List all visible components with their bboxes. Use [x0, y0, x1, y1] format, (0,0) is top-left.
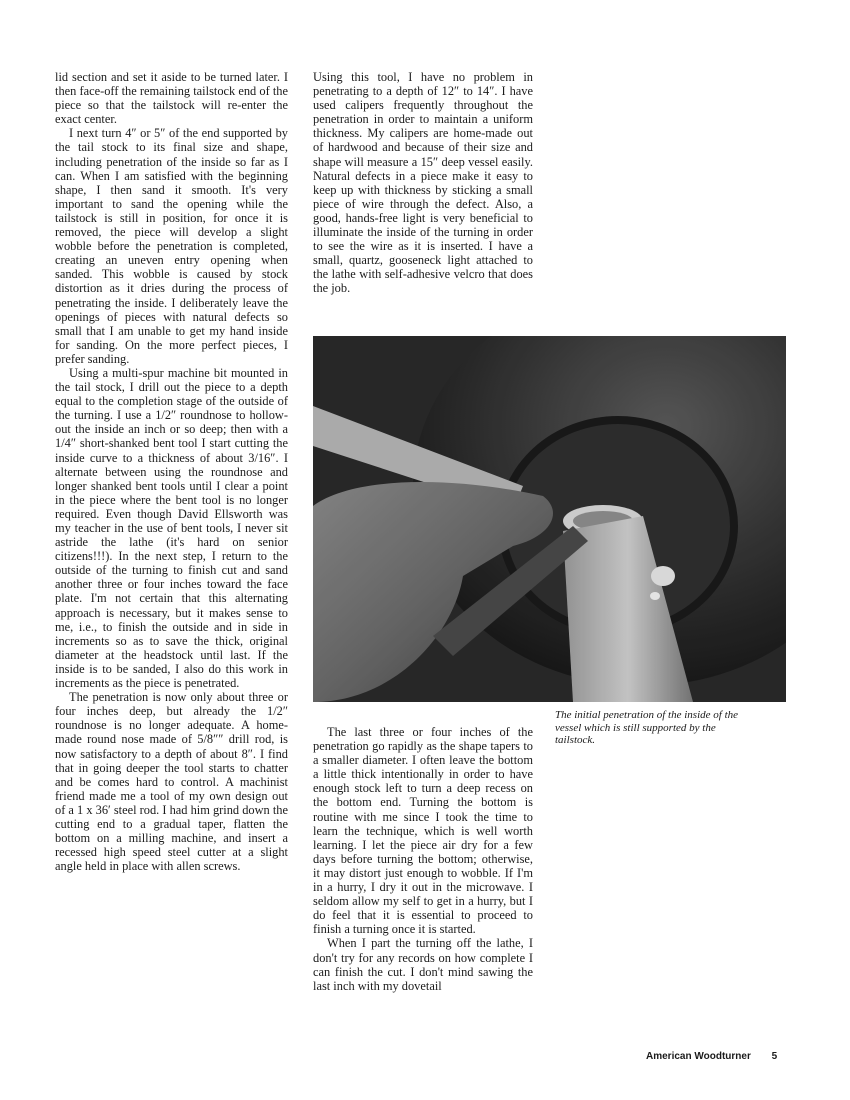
page-footer — [646, 1051, 777, 1062]
lathe-photo — [313, 336, 786, 702]
magazine-title: American Woodturner — [646, 1051, 751, 1062]
paragraph: Using this tool, I have no problem in penetrating to a depth of 12″ to 14″. I have used calipers frequently throughout the penetration in order to maintain a uniform thickness. My calipers are home-made out of hardwood and because of their size and shape will measure a 15″ deep vessel easily. Natural defects in a piece make it easy to keep up with thickness by sticking a small piece of wire through the defect. Also, a good, hands-free light is very beneficial to illuminate the inside of the turning in order to see the wire as it is inserted. I have a small, quartz, gooseneck light attached to the lathe with self-adhesive velcro that does the job. — [313, 70, 533, 296]
paragraph: The penetration is now only about three or four inches deep, but already the 1/2″ roundnose is no longer adequate. A home-made round nose made of 5/8″″ drill rod, is now satisfactory to a depth of about 8″. I find that in going deeper the tool starts to chatter and be comes hard to control. A machinist friend made me a tool of my own design out of a 1 x 36′ steel rod. I had him grind down the cutting end to a gradual taper, flatten the bottom on a milling machine, and insert a recessed high speed steel cutter at a slight angle held in place with allen screws. — [55, 690, 288, 874]
page-number: 5 — [771, 1051, 778, 1062]
photo-caption: The initial penetration of the inside of the vessel which is still supported by the tailstock. — [555, 709, 739, 747]
text-column-2-top — [313, 70, 533, 296]
paragraph: I next turn 4″ or 5″ of the end supported by the tail stock to its final size and shape, including penetration of the inside so far as I can. When I am satisfied with the beginning shape, I then sand it smooth. It's very important to sand the opening while the tailstock is still in position, for once it is removed, the piece will develop a slight wobble before the penetration is completed, creating an uneven entry opening when sanded. This wobble is caused by stock distortion as it dries during the process of penetrating the inside. I deliberately leave the openings of pieces with natural defects so small that I am unable to get my hand inside for sanding. On the more perfect pieces, I prefer sanding. — [55, 126, 288, 366]
lathe-photo-image — [313, 336, 786, 702]
text-column-2-bottom — [313, 725, 533, 993]
paragraph: The last three or four inches of the penetration go rapidly as the shape tapers to a smaller diameter. I often leave the bottom a little thick intentionally in order to have enough stock left to turn a deep recess on the bottom end. Turning the bottom is routine with me since I took the time to learn the technique, which is well worth learning. I let the piece air dry for a few days before turning the bottom; otherwise, it may distort just enough to wobble. If I'm in a hurry, I dry it out in the microwave. I seldom allow my self to get in a hurry, but I do feel that it is essential to proceed to finish a turning once it is started. — [313, 725, 533, 937]
paragraph: lid section and set it aside to be turned later. I then face-off the remaining tailstock end of the piece so that the tailstock will re-enter the exact center. — [55, 70, 288, 127]
paragraph: Using a multi-spur machine bit mounted in the tail stock, I drill out the piece to a depth equal to the completion stage of the outside of the turning. I use a 1/2″ roundnose to hollow-out the inside an inch or so deep; then with a 1/4″ short-shanked bent tool I start cutting the inside curve to a thickness of about 3/16″. I alternate between using the roundnose and longer shanked bent tools until I clear a point in the piece where the bent tool is no longer required. Even though David Ellsworth was my teacher in the use of bent tools, I never sit astride the lathe (it's hard on senior citizens!!!). In the next step, I return to the outside of the turning to finish cut and sand another three or four inches toward the face plate. I'm not certain that this alternating approach is necessary, but it makes sense to me, i.e., to finish the outside and in side in increments so as to save the thick, original diameter at the headstock until last. If the inside is to be sanded, I also do this work in increments as the piece is penetrated. — [55, 365, 288, 691]
paragraph: When I part the turning off the lathe, I don't try for any records on how complete I can finish the cut. I don't mind sawing the last inch with my dovetail — [313, 936, 533, 993]
text-column-1 — [55, 70, 288, 873]
